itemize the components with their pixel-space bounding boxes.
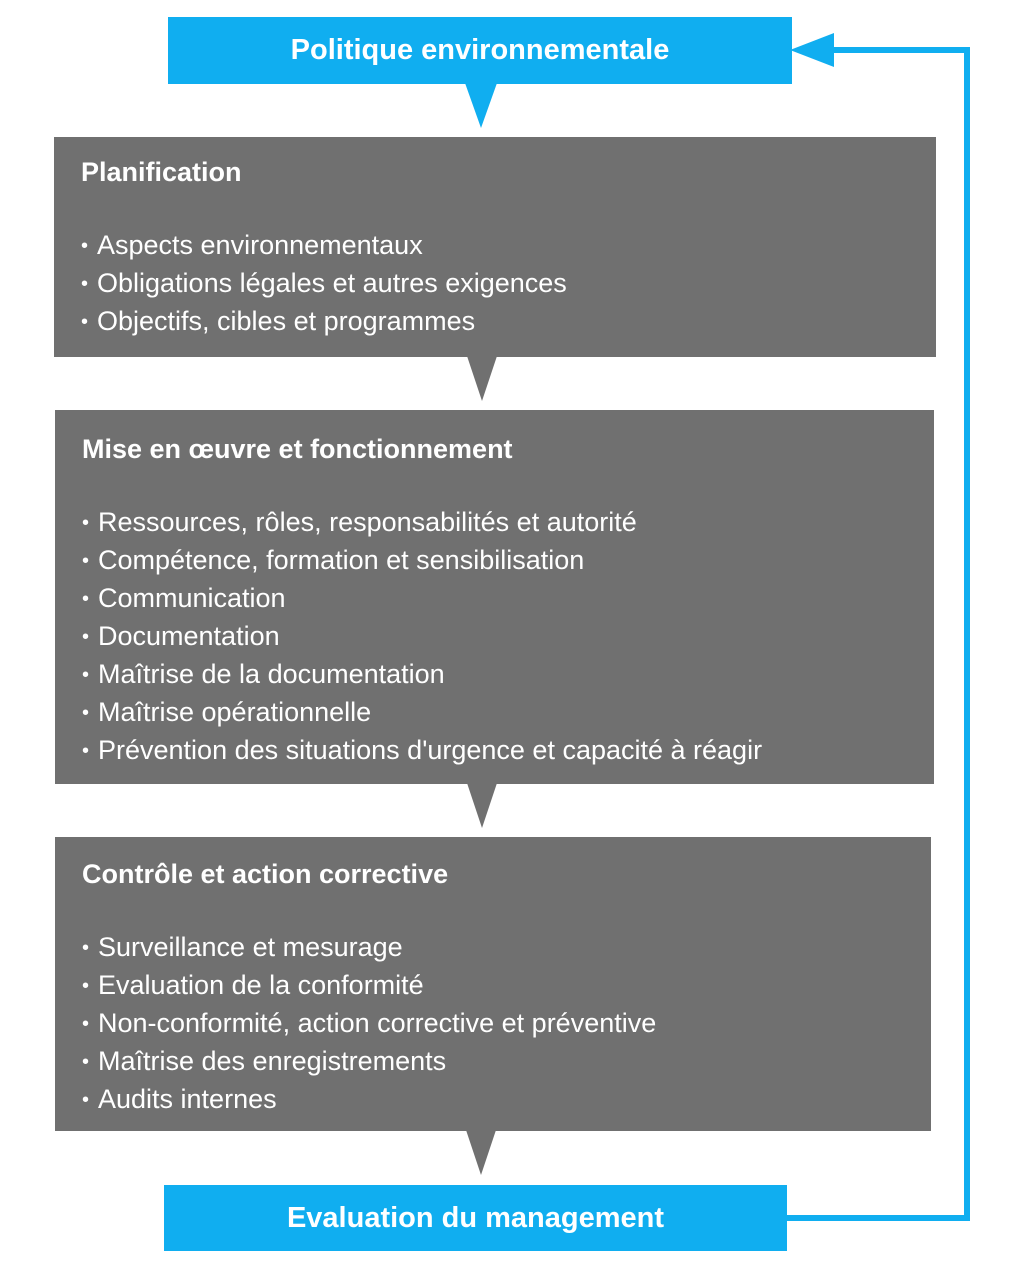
arrow-down-icon <box>466 1130 496 1175</box>
bullet-icon: • <box>82 626 90 648</box>
politique-environnementale-label: Politique environnementale <box>290 34 670 66</box>
bullet-icon: • <box>82 588 90 610</box>
list-item: • Objectifs, cibles et programmes <box>81 303 936 341</box>
arrow-down-icon <box>467 783 497 828</box>
arrow-down-icon <box>465 83 497 128</box>
list-item: • Documentation <box>82 618 934 656</box>
bullet-icon: • <box>82 550 90 572</box>
controle-list <box>82 929 931 1119</box>
bullet-icon: • <box>82 1013 90 1035</box>
arrow-left-icon <box>790 33 834 67</box>
list-item: • Ressources, rôles, responsabilités et autorité <box>82 504 934 542</box>
bullet-icon: • <box>82 702 90 724</box>
list-item: • Surveillance et mesurage <box>82 929 931 967</box>
evaluation-management-box <box>164 1185 787 1251</box>
list-item: • Maîtrise opérationnelle <box>82 694 934 732</box>
list-item: • Communication <box>82 580 934 618</box>
bullet-icon: • <box>82 512 90 534</box>
mise-en-oeuvre-section <box>55 410 934 784</box>
politique-environnementale-box <box>168 17 792 84</box>
planification-list <box>81 227 936 341</box>
list-item: • Maîtrise de la documentation <box>82 656 934 694</box>
bullet-icon: • <box>81 311 89 333</box>
controle-title: Contrôle et action corrective <box>82 859 449 889</box>
bullet-icon: • <box>82 664 90 686</box>
list-item: • Non-conformité, action corrective et préventive <box>82 1005 931 1043</box>
bullet-icon: • <box>82 937 90 959</box>
mise-en-oeuvre-list <box>82 504 934 770</box>
list-item: • Prévention des situations d'urgence et capacité à réagir <box>82 732 934 770</box>
mise-en-oeuvre-title: Mise en œuvre et fonctionnement <box>82 434 513 464</box>
list-item: • Aspects environnementaux <box>81 227 936 265</box>
bullet-icon: • <box>82 1051 90 1073</box>
bullet-icon: • <box>81 235 89 257</box>
planification-title: Planification <box>81 157 242 187</box>
evaluation-management-label: Evaluation du management <box>286 1201 665 1234</box>
bullet-icon: • <box>82 1089 90 1111</box>
bullet-icon: • <box>81 273 89 295</box>
planification-section <box>54 137 936 357</box>
bullet-icon: • <box>82 740 90 762</box>
list-item: • Audits internes <box>82 1081 931 1119</box>
controle-section <box>55 837 931 1131</box>
list-item: • Compétence, formation et sensibilisation <box>82 542 934 580</box>
bullet-icon: • <box>82 975 90 997</box>
list-item: • Maîtrise des enregistrements <box>82 1043 931 1081</box>
list-item: • Evaluation de la conformité <box>82 967 931 1005</box>
list-item: • Obligations légales et autres exigences <box>81 265 936 303</box>
arrow-down-icon <box>467 356 497 401</box>
